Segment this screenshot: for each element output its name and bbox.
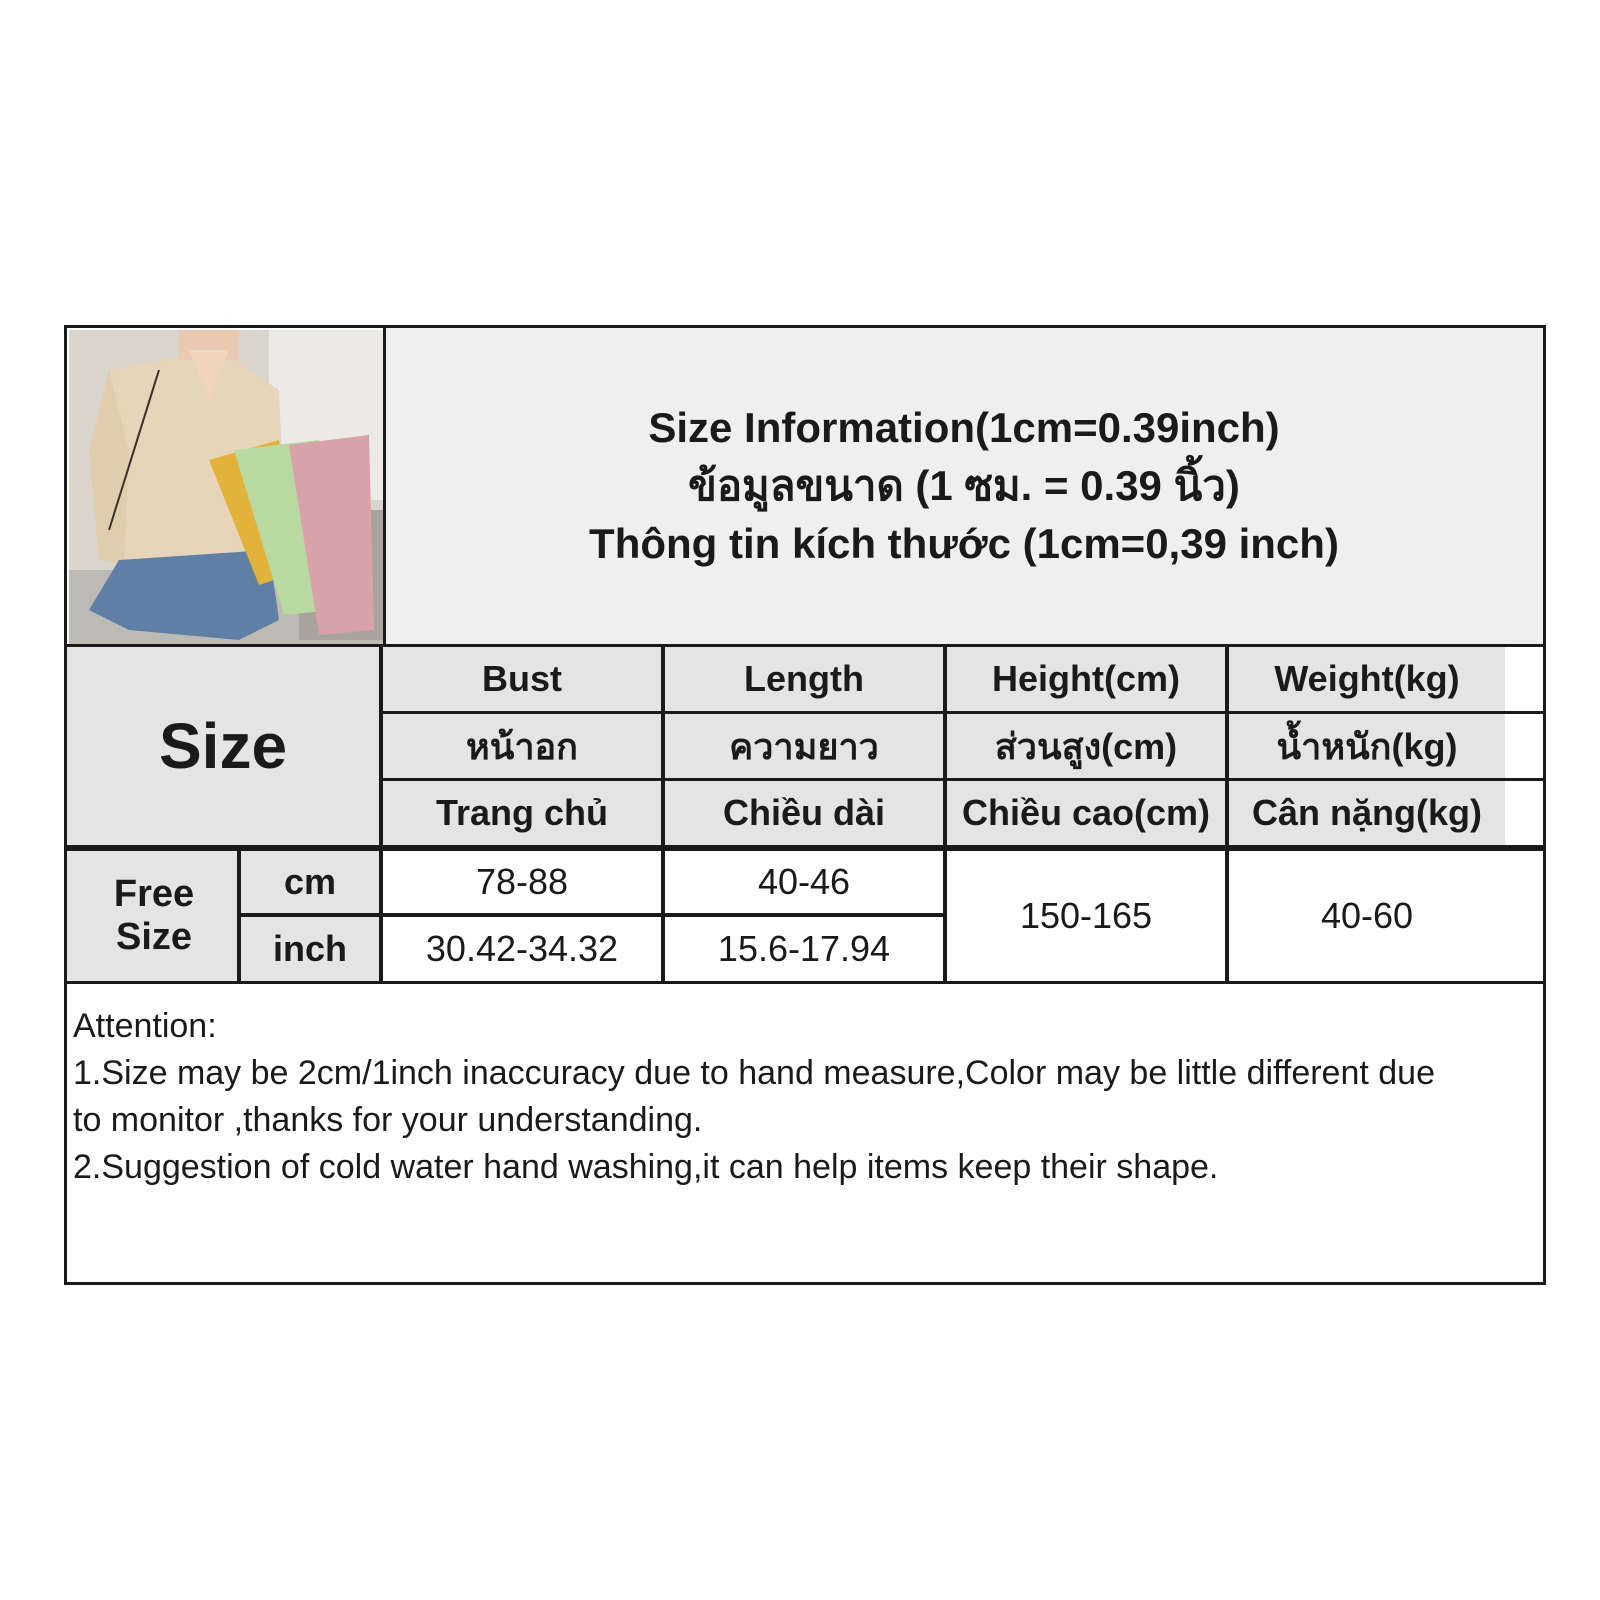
size-chart xyxy=(64,325,1546,1285)
product-photo xyxy=(69,330,385,648)
grid-line xyxy=(67,981,1543,984)
height-value: 150-165 xyxy=(1019,895,1153,936)
header-weight-en: Weight(kg) xyxy=(1229,647,1505,711)
unit-cm: cm xyxy=(241,851,379,913)
grid-line xyxy=(383,711,1543,714)
grid-line xyxy=(67,644,1543,647)
title-cell xyxy=(385,328,1543,644)
bust-cm-value: 78-88 xyxy=(475,861,569,902)
header-weight-th: น้ำหนัก(kg) xyxy=(1229,714,1505,778)
product-photo-illustration xyxy=(69,330,385,648)
notes-line-1b: to monitor ,thanks for your understanding. xyxy=(73,1101,703,1139)
header-height-vi: Chiều cao(cm) xyxy=(947,781,1225,845)
bust-inch-value: 30.42-34.32 xyxy=(425,928,619,969)
grid-line xyxy=(237,845,241,984)
grid-line xyxy=(67,845,1543,851)
notes-line-2: 2.Suggestion of cold water hand washing,it can help items keep their shape. xyxy=(73,1148,1219,1186)
header-weight-vi: Cân nặng(kg) xyxy=(1229,781,1505,845)
grid-line xyxy=(383,328,386,644)
weight-value: 40-60 xyxy=(1320,895,1414,936)
grid-line xyxy=(943,644,947,984)
header-height-th: ส่วนสูง(cm) xyxy=(947,714,1225,778)
unit-inch: inch xyxy=(241,917,379,981)
header-bust-en: Bust xyxy=(383,647,661,711)
notes-heading: Attention: xyxy=(73,1007,217,1045)
length-inch-value: 15.6-17.94 xyxy=(717,928,891,969)
size-label: Size xyxy=(67,647,379,845)
notes-line-1a: 1.Size may be 2cm/1inch inaccuracy due to hand measure,Color may be little different due xyxy=(73,1054,1435,1092)
grid-line xyxy=(1225,644,1229,984)
header-length-en: Length xyxy=(665,647,943,711)
grid-line xyxy=(383,778,1543,781)
title-vi: Thông tin kích thước (1cm=0,39 inch) xyxy=(589,520,1339,567)
header-bust-vi: Trang chủ xyxy=(383,781,661,845)
grid-line xyxy=(661,644,665,984)
title-en: Size Information(1cm=0.39inch) xyxy=(648,404,1280,451)
header-length-vi: Chiều dài xyxy=(665,781,943,845)
length-cm-value: 40-46 xyxy=(757,861,851,902)
title-th: ข้อมูลขนาด (1 ซม. = 0.39 นิ้ว) xyxy=(688,462,1240,509)
header-bust-th: หน้าอก xyxy=(383,714,661,778)
row-label-free-size: Free Size xyxy=(67,851,237,981)
header-length-th: ความยาว xyxy=(665,714,943,778)
grid-line xyxy=(237,913,947,917)
attention-notes xyxy=(73,1003,1533,1191)
grid-line xyxy=(379,644,383,984)
header-height-en: Height(cm) xyxy=(947,647,1225,711)
